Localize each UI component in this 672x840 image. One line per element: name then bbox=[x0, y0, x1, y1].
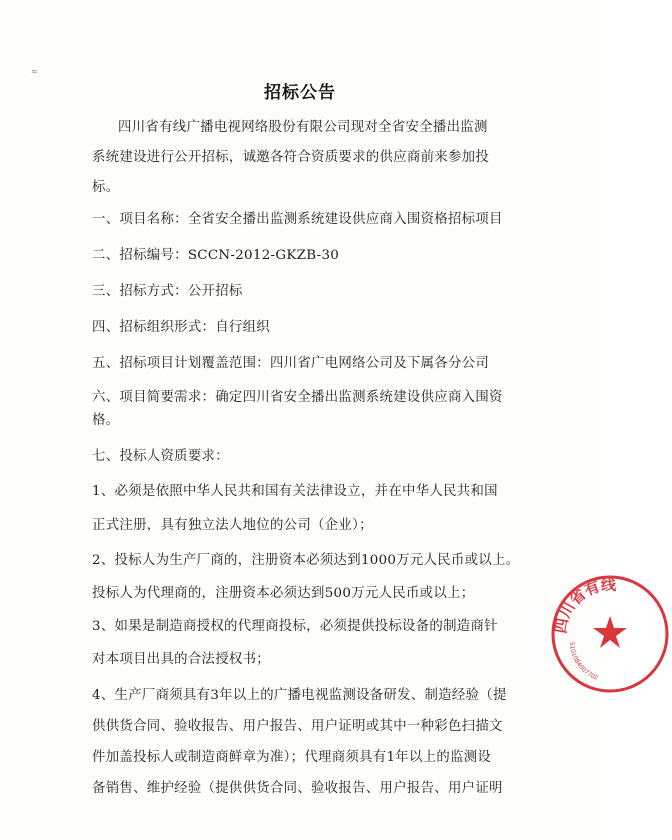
intro-line-2: 系统建设进行公开招标，诚邀各符合资质要求的供应商前来参加投 bbox=[92, 150, 490, 165]
item-requirement-line-2: 格。 bbox=[92, 413, 120, 428]
qualification-4-line-3: 件加盖投标人或制造商鲜章为准）；代理商须具有1年以上的监测设 bbox=[92, 750, 492, 765]
item-coverage: 五、招标项目计划覆盖范围：四川省广电网络公司及下属各分公司 bbox=[92, 356, 490, 371]
qualification-3-line-2: 对本项目出具的合法授权书； bbox=[92, 652, 270, 667]
item-qualification-heading: 七、投标人资质要求： bbox=[92, 449, 229, 464]
intro-line-3: 标。 bbox=[92, 180, 120, 195]
seal-code: 5101084007702 bbox=[567, 641, 600, 682]
item-bid-method: 三、招标方式：公开招标 bbox=[92, 284, 243, 299]
page-title: 招标公告 bbox=[264, 83, 336, 103]
qualification-1-line-1: 1、必须是依照中华人民共和国有关法律设立，并在中华人民共和国 bbox=[92, 484, 498, 499]
item-project-name: 一、项目名称：全省安全播出监测系统建设供应商入围资格招标项目 bbox=[92, 212, 503, 227]
qualification-2-line-1: 2、投标人为生产厂商的，注册资本必须达到1000万元人民币或以上。 bbox=[92, 553, 520, 568]
intro-line-1: 四川省有线广播电视网络股份有限公司现对全省安全播出监测 bbox=[118, 120, 488, 135]
qualification-4-line-2: 供供货合同、验收报告、用户报告、用户证明或其中一种彩色扫描文 bbox=[92, 719, 503, 734]
qualification-1-line-2: 正式注册，具有独立法人地位的公司（企业）； bbox=[92, 518, 373, 533]
item-organization: 四、招标组织形式：自行组织 bbox=[92, 320, 270, 335]
seal-text: 四川省有线 bbox=[551, 575, 617, 635]
seal-star-icon bbox=[593, 616, 627, 648]
qualification-3-line-1: 3、如果是制造商授权的代理商投标，必须提供投标设备的制造商针 bbox=[92, 619, 498, 634]
qualification-4-line-1: 4、生产厂商须具有3年以上的广播电视监测设备研发、制造经验（提 bbox=[92, 688, 507, 703]
qualification-4-line-4: 备销售、维护经验（提供供货合同、验收报告、用户报告、用户证明 bbox=[92, 781, 503, 796]
qualification-2-line-2: 投标人为代理商的，注册资本必须达到500万元人民币或以上； bbox=[92, 586, 475, 601]
item-bid-number: 二、招标编号：SCCN-2012-GKZB-30 bbox=[92, 248, 340, 263]
company-seal bbox=[548, 572, 672, 696]
item-requirement-line-1: 六、项目简要需求：确定四川省安全播出监测系统建设供应商入围资 bbox=[92, 390, 503, 405]
scan-mark: ≈ bbox=[31, 67, 38, 76]
